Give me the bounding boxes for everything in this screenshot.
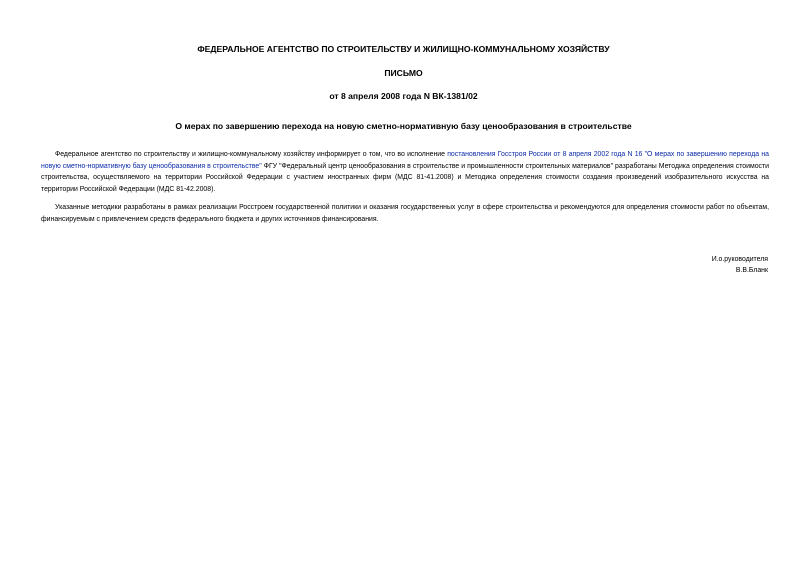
agency-title: ФЕДЕРАЛЬНОЕ АГЕНТСТВО ПО СТРОИТЕЛЬСТВУ И ЖИЛИЩНО-КОММУНАЛЬНОМУ ХОЗЯЙСТВУ xyxy=(197,44,610,54)
document-type: ПИСЬМО xyxy=(384,68,423,78)
signature-role: И.о.руководителя xyxy=(711,256,768,263)
document-subject: О мерах по завершению перехода на новую сметно-нормативную базу ценообразования в строительстве xyxy=(175,121,632,131)
signature-name: В.В.Бланк xyxy=(735,267,768,274)
body-paragraph-1 xyxy=(41,149,769,195)
body-paragraph-2: Указанные методики разработаны в рамках реализации Росстроем государственной политики и оказания государственных услуг в сфере строительства и рекомендуются для определения стоимости работ по объектам, финансируемым с привлечением средств федерального бюджета и других источников финансирования. xyxy=(41,204,769,223)
resolution-link[interactable]: постановления Госстроя России от 8 апреля 2002 года N 16 "О мерах по завершению перехода на новую сметно-нормативную базу ценообразования в строительстве" xyxy=(41,151,769,170)
document-date-number: от 8 апреля 2008 года N ВК-1381/02 xyxy=(329,91,478,101)
paragraph-1-rest: ФГУ "Федеральный центр ценообразования в строительстве и промышленности строительных материалов" разработаны Методика определения стоимости строительства, осуществляемого на территории Российской Федерации с участием иностранных фирм (МДС 81-41.2008) и Методика определения стоимости создания произведений изобразительного искусства на территории Российской Федерации (МДС 81-42.2008). xyxy=(41,162,770,193)
paragraph-1-intro: Федеральное агентство по строительству и жилищно-коммунальному хозяйству информирует о том, что во исполнение xyxy=(55,151,448,158)
